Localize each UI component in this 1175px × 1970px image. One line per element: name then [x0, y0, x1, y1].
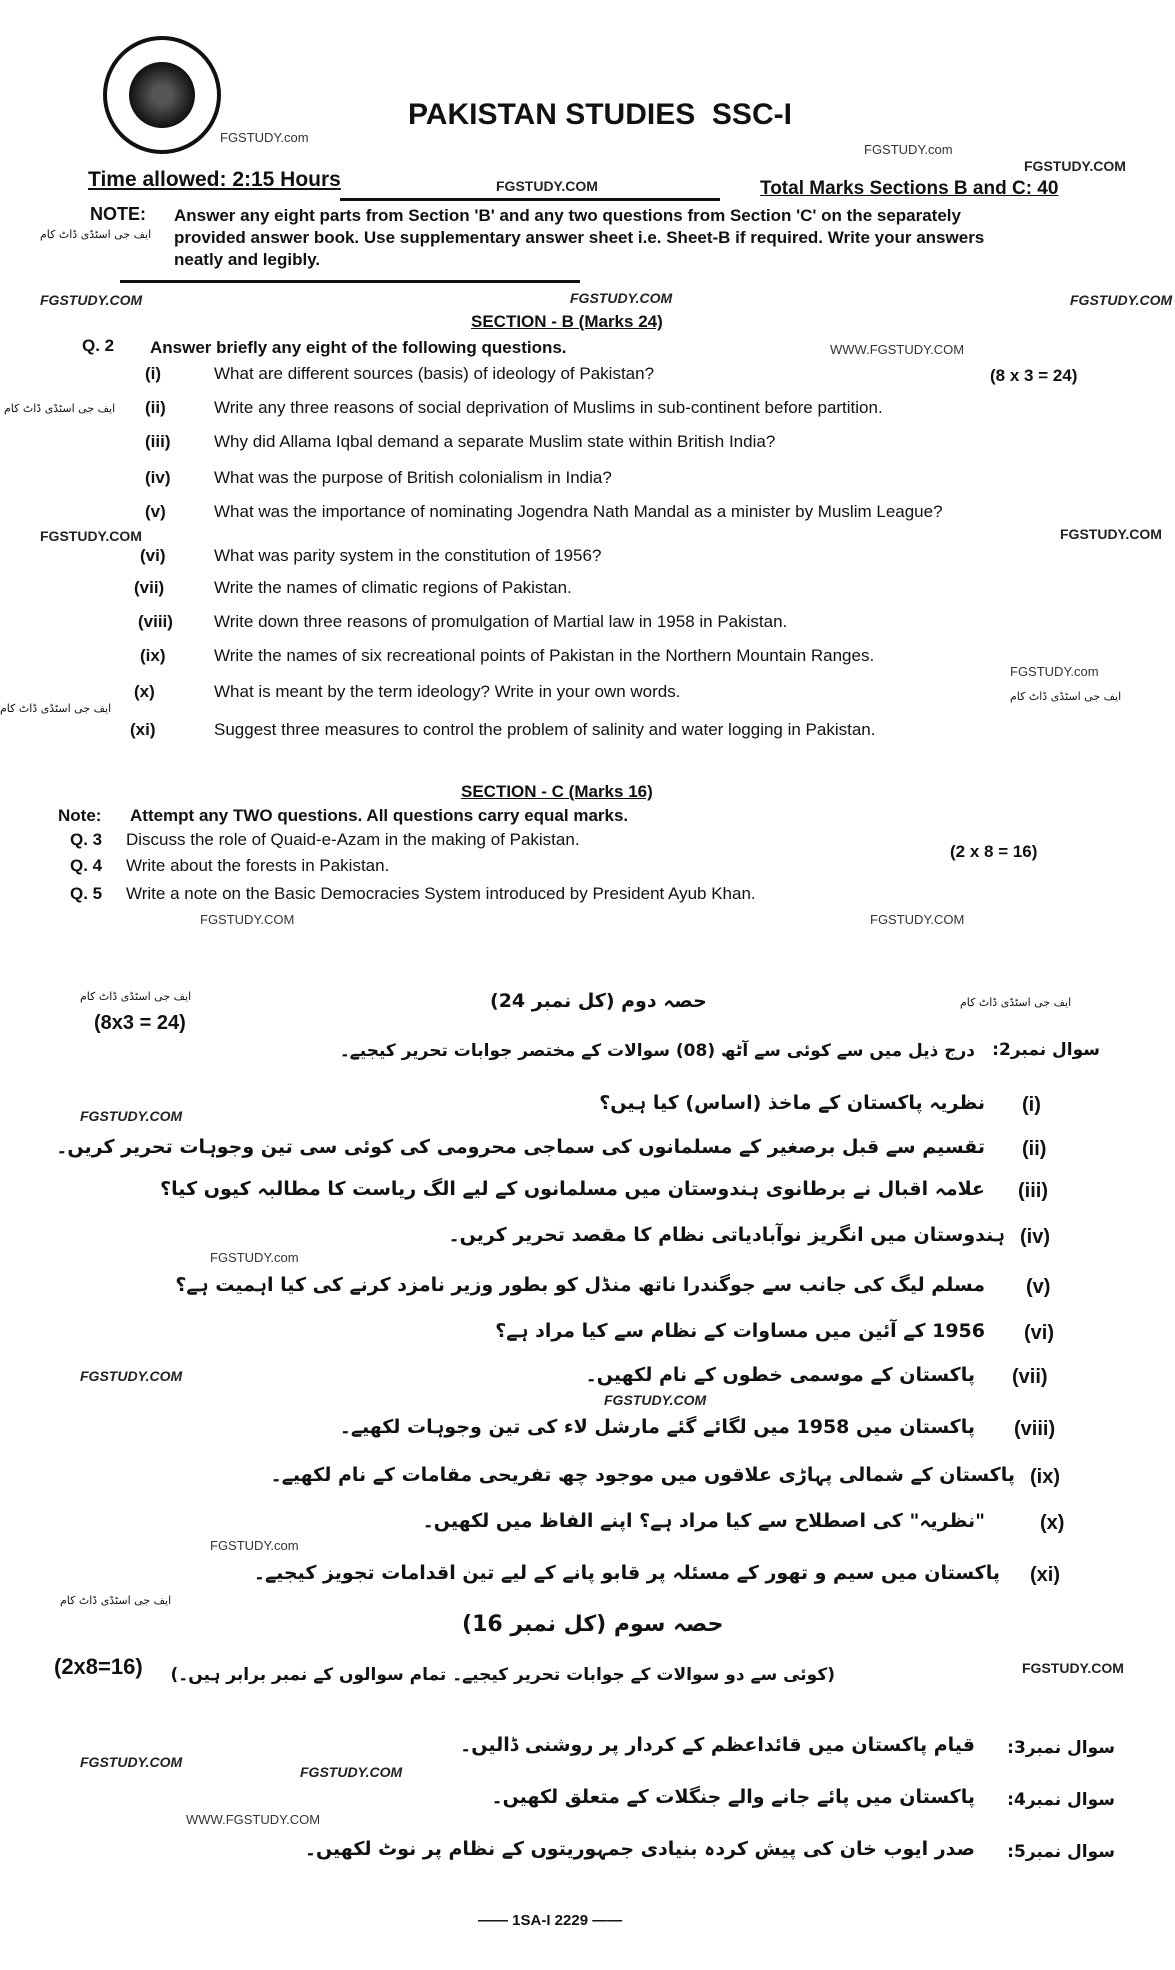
- item-number: سوال نمبر5:: [1007, 1842, 1115, 1862]
- item-number: سوال نمبر4:: [1007, 1790, 1115, 1810]
- question-item: What was the purpose of British colonialism in India?: [214, 468, 612, 487]
- item-number: Q. 4: [70, 856, 103, 875]
- watermark: ایف جی اسٹڈی ڈاٹ کام: [80, 990, 192, 1003]
- watermark: FGSTUDY.com: [220, 130, 309, 145]
- watermark: FGSTUDY.COM: [604, 1392, 707, 1408]
- section-c-heading: SECTION - C (Marks 16): [461, 782, 653, 801]
- watermark: ایف جی اسٹڈی ڈاٹ کام: [960, 996, 1072, 1009]
- question-item: Discuss the role of Quaid-e-Azam in the making of Pakistan.: [126, 830, 580, 849]
- watermark: FGSTUDY.COM: [870, 912, 965, 927]
- watermark: FGSTUDY.COM: [1024, 158, 1126, 174]
- section-c-instruction: Attempt any TWO questions. All questions carry equal marks.: [130, 806, 629, 825]
- item-number: (vi): [140, 546, 166, 565]
- watermark: WWW.FGSTUDY.COM: [186, 1812, 321, 1827]
- note-text: neatly and legibly.: [174, 250, 321, 269]
- item-number: (vi): [1024, 1322, 1054, 1344]
- watermark: FGSTUDY.COM: [80, 1368, 183, 1384]
- item-number: (vii): [134, 578, 165, 597]
- question-item: What are different sources (basis) of ideology of Pakistan?: [214, 364, 655, 383]
- section-c-marks: (2 x 8 = 16): [950, 842, 1038, 861]
- item-number: (viii): [1014, 1418, 1056, 1440]
- total-marks: Total Marks Sections B and C: 40: [760, 178, 1059, 199]
- question-instruction: Answer briefly any eight of the following questions.: [150, 338, 567, 357]
- note-label: NOTE:: [90, 204, 146, 224]
- watermark: FGSTUDY.COM: [1070, 292, 1173, 308]
- item-number: (v): [1026, 1276, 1051, 1298]
- urdu-question-item: قیام پاکستان میں قائداعظم کے کردار پر روشنی ڈالیں۔: [460, 1734, 975, 1756]
- urdu-question-item: نظریہ پاکستان کے ماخذ (اساس) کیا ہیں؟: [599, 1092, 985, 1114]
- watermark: FGSTUDY.COM: [300, 1764, 403, 1780]
- urdu-question-item: علامہ اقبال نے برطانوی ہندوستان میں مسلمانوں کے لیے الگ ریاست کا مطالبہ کیوں کیا؟: [160, 1178, 985, 1200]
- question-item: Write a note on the Basic Democracies System introduced by President Ayub Khan.: [126, 884, 756, 903]
- question-item: What was parity system in the constitution of 1956?: [214, 546, 602, 565]
- item-number: (vii): [1012, 1366, 1048, 1388]
- watermark: FGSTUDY.COM: [40, 528, 142, 544]
- watermark: ایف جی اسٹڈی ڈاٹ کام: [1010, 690, 1122, 703]
- question-item: What is meant by the term ideology? Write in your own words.: [214, 682, 681, 701]
- watermark: FGSTUDY.COM: [496, 178, 598, 194]
- watermark: FGSTUDY.com: [864, 142, 953, 157]
- question-item: Why did Allama Iqbal demand a separate Muslim state within British India?: [214, 432, 776, 451]
- question-item: Suggest three measures to control the problem of salinity and water logging in Pakistan.: [214, 720, 876, 739]
- urdu-question-item: 1956 کے آئین میں مساوات کے نظام سے کیا مراد ہے؟: [495, 1320, 985, 1342]
- watermark: ایف جی اسٹڈی ڈاٹ کام: [60, 1594, 172, 1607]
- watermark: FGSTUDY.COM: [1060, 526, 1162, 542]
- watermark: FGSTUDY.com: [210, 1538, 299, 1553]
- note-text: Answer any eight parts from Section 'B' and any two questions from Section 'C' on the separately: [174, 206, 961, 225]
- item-number: Q. 3: [70, 830, 103, 849]
- item-number: سوال نمبر3:: [1007, 1738, 1115, 1758]
- urdu-section-c-heading: حصہ سوم (کل نمبر 16): [462, 1612, 724, 1637]
- question-item: Write the names of six recreational points of Pakistan in the Northern Mountain Ranges.: [214, 646, 875, 665]
- urdu-question-item: پاکستان کے شمالی پہاڑی علاقوں میں موجود چھ تفریحی مقامات کے نام لکھیے۔: [270, 1464, 1015, 1486]
- item-number: (ii): [145, 398, 166, 417]
- watermark: FGSTUDY.COM: [80, 1108, 183, 1124]
- urdu-question-item: پاکستان میں 1958 میں لگائے گئے مارشل لاء کی تین وجوہات لکھیے۔: [339, 1416, 975, 1438]
- watermark: ایف جی اسٹڈی ڈاٹ کام: [0, 702, 112, 715]
- question-item: What was the importance of nominating Jogendra Nath Mandal as a minister by Muslim League?: [214, 502, 943, 521]
- watermark: FGSTUDY.com: [1010, 664, 1099, 679]
- section-b-marks: (8 x 3 = 24): [990, 366, 1078, 385]
- time-allowed: Time allowed: 2:15 Hours: [88, 168, 341, 191]
- item-number: (ii): [1022, 1138, 1047, 1160]
- urdu-question-item: پاکستان میں پائے جانے والے جنگلات کے متعلق لکھیں۔: [491, 1786, 975, 1808]
- question-item: Write the names of climatic regions of Pakistan.: [214, 578, 572, 597]
- divider: [340, 198, 720, 201]
- urdu-section-c-marks: (2x8=16): [54, 1654, 143, 1679]
- item-number: (viii): [138, 612, 173, 631]
- question-number: Q. 2: [82, 336, 115, 355]
- item-number: (xi): [130, 720, 156, 739]
- item-number: (iii): [145, 432, 171, 451]
- watermark: WWW.FGSTUDY.COM: [830, 342, 965, 357]
- item-number: (iv): [145, 468, 171, 487]
- watermark: FGSTUDY.COM: [80, 1754, 183, 1770]
- urdu-question-item: "نظریہ" کی اصطلاح سے کیا مراد ہے؟ اپنے الفاظ میں لکھیں۔: [422, 1510, 985, 1532]
- question-item: Write any three reasons of social deprivation of Muslims in sub-continent before partition.: [214, 398, 883, 417]
- item-number: (ix): [140, 646, 166, 665]
- watermark: ایف جی اسٹڈی ڈاٹ کام: [40, 228, 152, 241]
- urdu-question-item: ہندوستان میں انگریز نوآبادیاتی نظام کا مقصد تحریر کریں۔: [448, 1224, 1005, 1246]
- item-number: (x): [1040, 1512, 1065, 1534]
- item-number: (iii): [1018, 1180, 1048, 1202]
- urdu-section-b-marks: (8x3 = 24): [94, 1012, 186, 1034]
- divider: [120, 280, 580, 283]
- urdu-question-item: تقسیم سے قبل برصغیر کے مسلمانوں کی سماجی محرومی کی کوئی سی تین وجوہات تحریر کریں۔: [56, 1136, 985, 1158]
- urdu-question-item: صدر ایوب خان کی پیش کردہ بنیادی جمہوریتوں کے نظام پر نوٹ لکھیں۔: [304, 1838, 975, 1860]
- paper-code: —— 1SA-I 2229 ——: [478, 1912, 623, 1929]
- urdu-section-b-heading: حصہ دوم (کل نمبر 24): [490, 990, 707, 1012]
- paper-title: PAKISTAN STUDIES SSC-I: [408, 98, 792, 131]
- item-number: (i): [1022, 1094, 1041, 1116]
- watermark: FGSTUDY.COM: [570, 290, 673, 306]
- urdu-question-item: پاکستان میں سیم و تھور کے مسئلہ پر قابو پانے کے لیے تین اقدامات تجویز کیجیے۔: [253, 1562, 1000, 1584]
- item-number: (i): [145, 364, 162, 383]
- item-number: (xi): [1030, 1564, 1060, 1586]
- urdu-question-label: سوال نمبر2:: [992, 1040, 1100, 1060]
- item-number: (ix): [1030, 1466, 1060, 1488]
- question-item: Write down three reasons of promulgation of Martial law in 1958 in Pakistan.: [214, 612, 788, 631]
- section-b-heading: SECTION - B (Marks 24): [471, 312, 663, 331]
- urdu-question-item: مسلم لیگ کی جانب سے جوگندرا ناتھ منڈل کو بطور وزیر نامزد کرنے کی کیا اہمیت ہے؟: [175, 1274, 985, 1296]
- item-number: (iv): [1020, 1226, 1050, 1248]
- board-logo: [103, 36, 221, 154]
- watermark: ایف جی اسٹڈی ڈاٹ کام: [4, 402, 116, 415]
- item-number: Q. 5: [70, 884, 103, 903]
- item-number: (x): [134, 682, 155, 701]
- question-item: Write about the forests in Pakistan.: [126, 856, 390, 875]
- urdu-instruction: درج ذیل میں سے کوئی سے آٹھ (08) سوالات کے مختصر جوابات تحریر کیجیے۔: [339, 1041, 975, 1061]
- item-number: (v): [145, 502, 166, 521]
- note-text: provided answer book. Use supplementary answer sheet i.e. Sheet-B if required. Write your answers: [174, 228, 985, 247]
- watermark: FGSTUDY.COM: [1022, 1660, 1124, 1676]
- watermark: FGSTUDY.com: [210, 1250, 299, 1265]
- watermark: FGSTUDY.COM: [40, 292, 143, 308]
- urdu-question-item: پاکستان کے موسمی خطوں کے نام لکھیں۔: [585, 1364, 975, 1386]
- watermark: FGSTUDY.COM: [200, 912, 295, 927]
- urdu-section-c-instruction: (کوئی سے دو سوالات کے جوابات تحریر کیجیے۔ تمام سوالوں کے نمبر برابر ہیں۔): [170, 1665, 835, 1685]
- note-label: Note:: [58, 806, 102, 825]
